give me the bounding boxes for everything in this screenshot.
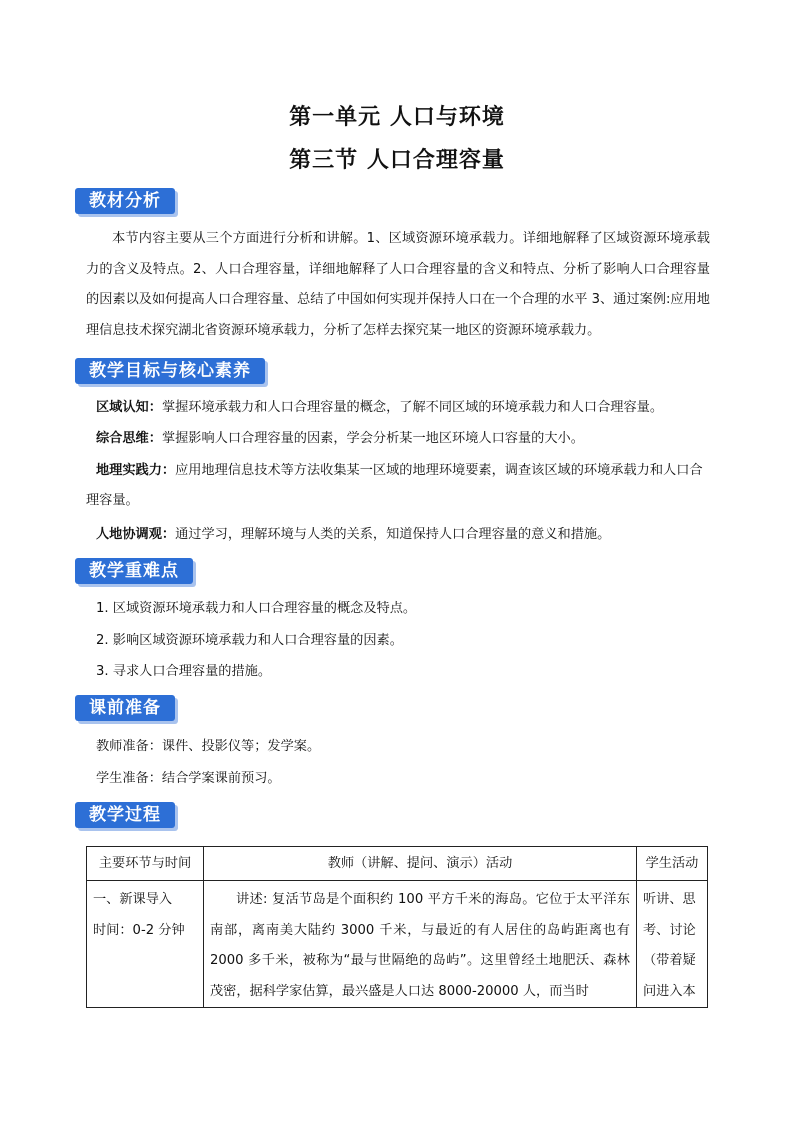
student-activity-cell: 听讲、思考、讨论（带着疑问进入本 xyxy=(637,881,708,1008)
section-title: 第三节 人口合理容量 xyxy=(289,147,505,173)
student-prep: 学生准备：结合学案课前预习。 xyxy=(96,771,281,786)
goal-text: 通过学习，理解环境与人类的关系，知道保持人口合理容量的意义和措施。 xyxy=(175,527,611,542)
goal-term: 人地协调观： xyxy=(96,527,176,542)
stage-time: 时间：0-2 分钟 xyxy=(93,922,185,938)
badge-analysis: 教材分析 xyxy=(75,188,175,214)
goal-text: 应用地理信息技术等方法收集某一区域的地理环境要素，调查该区域的环境承载力和人口合理容量。 xyxy=(86,463,703,508)
goal-term: 综合思维： xyxy=(96,431,162,446)
analysis-paragraph: 本节内容主要从三个方面进行分析和讲解。1、区域资源环境承载力。详细地解释了区域资源环境承载力的含义及特点。2、人口合理容量，详细地解释了人口合理容量的含义和特点、分析了影响人口合理容量的因素以及如何提高人口合理容量、总结了中国如何实现并保持人口在一个合理的水平 3、通过案例:应用地理信息技术探究湖北省资源环境承载力，分析了怎样去探究某一地区的资源环境承载力。 xyxy=(86,231,710,338)
process-table xyxy=(86,846,708,1008)
stage-name: 一、新课导入 xyxy=(93,892,173,907)
keypoint-item: 3. 寻求人口合理容量的措施。 xyxy=(96,664,272,679)
header-teacher: 教师（讲解、提问、演示）活动 xyxy=(204,847,637,881)
table-row xyxy=(87,881,708,1008)
unit-title: 第一单元 人口与环境 xyxy=(289,104,505,130)
header-student: 学生活动 xyxy=(637,847,708,881)
header-stage: 主要环节与时间 xyxy=(87,847,204,881)
table-header-row xyxy=(87,847,708,881)
keypoint-item: 2. 影响区域资源环境承载力和人口合理容量的因素。 xyxy=(96,633,403,648)
stage-cell xyxy=(87,881,204,1008)
teacher-activity-cell: 讲述: 复活节岛是个面积约 100 平方千米的海岛。它位于太平洋东南部，离南美大陆约 3000 千米，与最近的有人居住的岛屿距离也有 2000 多千米，被称为“最与世隔绝的岛屿”。这里曾经土地肥沃、森林茂密，据科学家估算，最兴盛是人口达 8000-20000 人，而当时 xyxy=(204,881,637,1008)
goal-item xyxy=(86,520,726,550)
goal-item xyxy=(86,456,712,516)
badge-goals: 教学目标与核心素养 xyxy=(75,358,265,384)
goal-term: 地理实践力： xyxy=(96,463,176,478)
badge-process: 教学过程 xyxy=(75,802,175,828)
badge-prep: 课前准备 xyxy=(75,695,175,721)
goal-text: 掌握影响人口合理容量的因素，学会分析某一地区环境人口容量的大小。 xyxy=(161,431,584,446)
teacher-prep: 教师准备：课件、投影仪等；发学案。 xyxy=(96,739,321,754)
goal-item xyxy=(86,424,726,454)
keypoint-item: 1. 区域资源环境承载力和人口合理容量的概念及特点。 xyxy=(96,601,417,616)
goal-term: 区域认知： xyxy=(96,400,162,415)
goal-item xyxy=(86,393,726,423)
badge-keypoints: 教学重难点 xyxy=(75,558,193,584)
goal-text: 掌握环境承载力和人口合理容量的概念，了解不同区域的环境承载力和人口合理容量。 xyxy=(161,400,664,415)
